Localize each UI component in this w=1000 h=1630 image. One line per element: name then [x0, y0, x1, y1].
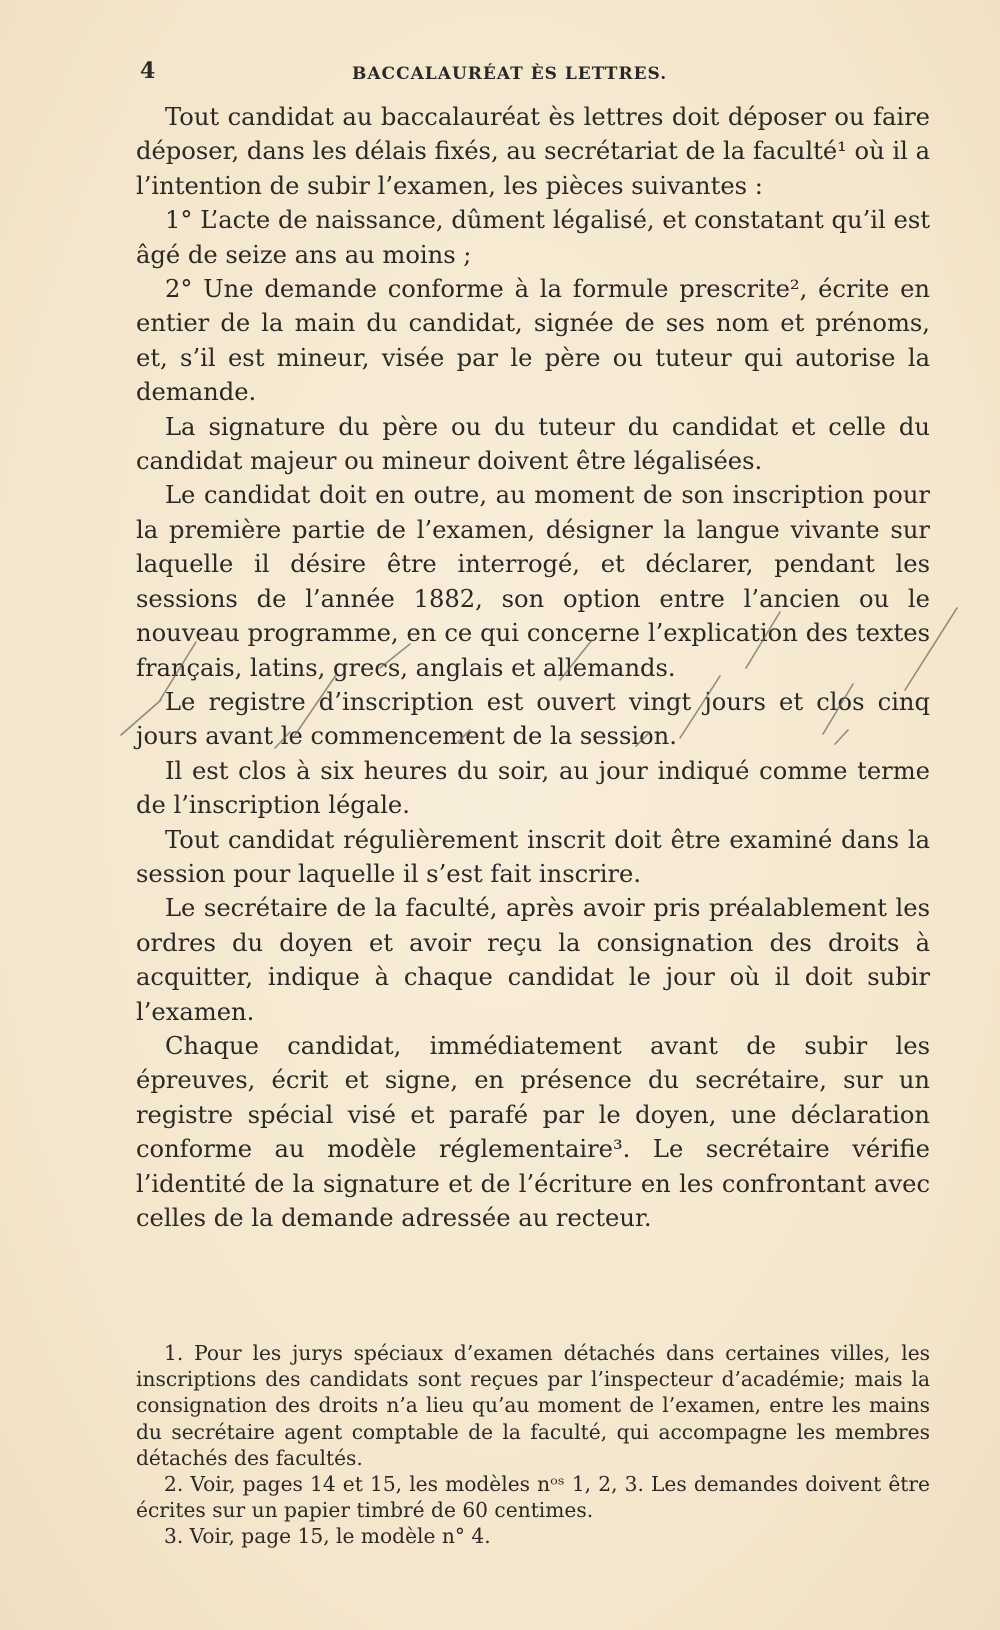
- paragraph: Tout candidat régulièrement inscrit doit être examiné dans la session pour laquelle il s’est fait inscrire.: [136, 825, 930, 888]
- main-text: [136, 100, 930, 1235]
- paragraph: Chaque candidat, immédiatement avant de subir les épreuves, écrit et signe, en présence du secrétaire, sur un registre spécial visé et parafé par le doyen, une déclaration conforme au modèle réglementaire³. Le secrétaire vérifie l’identité de la signature et de l’écriture en les confrontant avec celles de la demande adressée au recteur.: [136, 1031, 930, 1232]
- paragraph: Tout candidat au baccalauréat ès lettres doit déposer ou faire déposer, dans les délais fixés, au secrétariat de la faculté¹ où il a l’intention de subir l’examen, les pièces suivantes :: [136, 103, 930, 200]
- paragraph: La signature du père ou du tuteur du candidat et celle du candidat majeur ou mineur doivent être légalisées.: [136, 412, 930, 476]
- paragraph: 2° Une demande conforme à la formule prescrite², écrite en entier de la main du candidat, signée de ses nom et prénoms, et, s’il est mineur, visée par le père ou tuteur qui autorise la demande.: [136, 275, 930, 407]
- paragraph: 1° L’acte de naissance, dûment légalisé, et constatant qu’il est âgé de seize ans au moins ;: [136, 206, 930, 269]
- footnote: 1. Pour les jurys spéciaux d’examen détachés dans certaines villes, les inscriptions des candidats sont reçues par l’inspecteur d’académie; mais la consignation des droits n’a lieu qu’au moment de l’examen, entre les mains du secrétaire agent comptable de la faculté, qui accompagne les membres détachés des facultés.: [136, 1341, 930, 1470]
- paragraph: Il est clos à six heures du soir, au jour indiqué comme terme de l’inscription légale.: [136, 756, 930, 820]
- running-title: BACCALAURÉAT ÈS LETTRES.: [352, 64, 668, 84]
- footnote: 2. Voir, pages 14 et 15, les modèles nᵒˢ 1, 2, 3. Les demandes doivent être écrites sur un papier timbré de 60 centimes.: [136, 1472, 930, 1523]
- paragraph: Le candidat doit en outre, au moment de son inscription pour la première partie de l’examen, désigner la langue vivante sur laquelle il désire être interrogé, et déclarer, pendant les sessions de l’année 1882, son option entre l’ancien ou le nouveau programme, en ce qui concerne l’explication des textes français, latins, grecs, anglais et allemands.: [136, 481, 930, 682]
- footnote: 3. Voir, page 15, le modèle n° 4.: [164, 1524, 491, 1549]
- footnotes: [136, 1340, 930, 1550]
- paragraph: Le registre d’inscription est ouvert vingt jours et clos cinq jours avant le commencement de la session.: [136, 687, 930, 751]
- page-header: [132, 58, 928, 88]
- page-number: 4: [140, 58, 156, 84]
- paragraph: Le secrétaire de la faculté, après avoir pris préalablement les ordres du doyen et avoir reçu la consignation des droits à acquitter, indique à chaque candidat le jour où il doit subir l’examen.: [136, 894, 930, 1026]
